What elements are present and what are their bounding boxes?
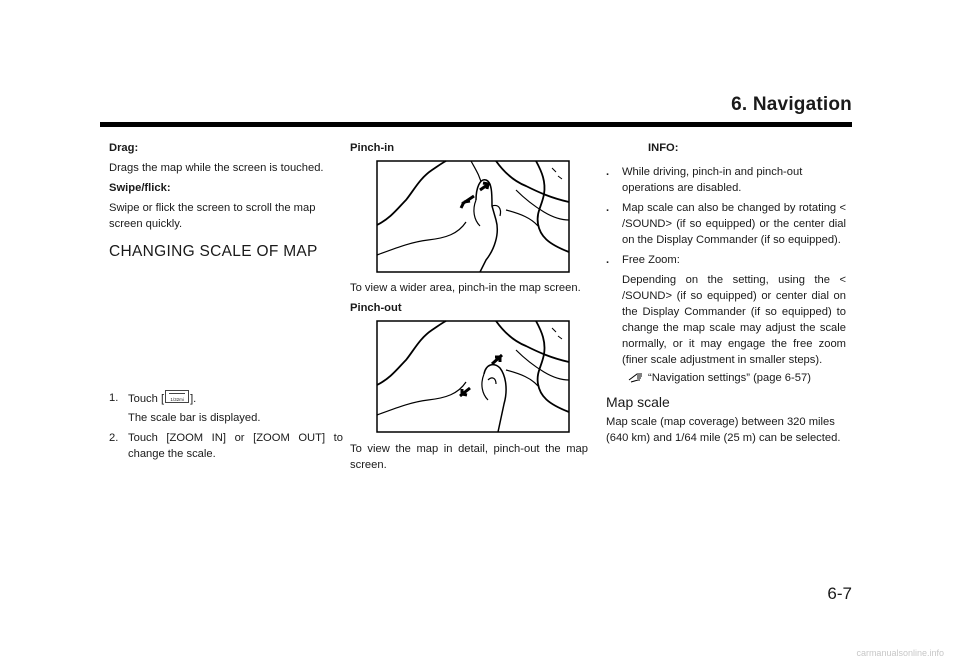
pinch-out-map-icon xyxy=(376,320,570,433)
bullet-mark: . xyxy=(606,202,610,214)
page-number: 6-7 xyxy=(827,584,852,603)
info-bullet-2 xyxy=(606,200,846,248)
step-2-number: 2. xyxy=(109,432,119,444)
step-1 xyxy=(109,390,343,407)
column-middle xyxy=(350,140,588,477)
spacer xyxy=(109,264,343,390)
bullet-mark: . xyxy=(606,166,610,178)
swipe-text: Swipe or flick the screen to scroll the map screen quickly. xyxy=(109,202,316,230)
scale-bar-icon-label: 1/32mi xyxy=(170,397,184,402)
step-2-text: Touch [ZOOM IN] or [ZOOM OUT] to change the scale. xyxy=(128,432,343,460)
changing-scale-heading: CHANGING SCALE OF MAP xyxy=(109,243,318,260)
section-title: 6. Navigation xyxy=(731,94,852,115)
info-bullet-3 xyxy=(606,252,846,268)
drag-heading: Drag: xyxy=(109,142,139,154)
column-right xyxy=(606,140,846,450)
map-scale-heading: Map scale xyxy=(606,394,670,410)
map-scale-text: Map scale (map coverage) between 320 miles (640 km) and 1/64 mile (25 m) can be selected. xyxy=(606,416,841,444)
step-1-pre: Touch [ xyxy=(128,393,165,405)
pinch-out-heading: Pinch-out xyxy=(350,302,402,314)
bullet-mark: . xyxy=(606,254,610,266)
scale-bar-icon xyxy=(165,390,189,403)
info-bullet-3-text: Depending on the setting, using the < /SOUND> (if so equipped) or center dial on the Display Commander (if so equipped) to change the map scale may adjust the scale normally, or it may engage the free zoom (finer scale adjustment in smaller steps). xyxy=(622,274,846,366)
step-1-number: 1. xyxy=(109,392,119,404)
pinch-in-illustration xyxy=(376,160,588,273)
pinch-in-map-icon xyxy=(376,160,570,273)
pointing-hand-icon xyxy=(628,372,644,384)
step-1-sub: The scale bar is displayed. xyxy=(128,412,261,424)
step-1-text xyxy=(128,390,196,407)
info-bullet-1 xyxy=(606,164,846,196)
watermark: carmanualsonline.info xyxy=(856,648,944,658)
info-heading: INFO: xyxy=(648,142,679,154)
info-bullet-3-title: Free Zoom: xyxy=(622,254,680,266)
column-left xyxy=(109,140,343,462)
reference-text: “Navigation settings” (page 6-57) xyxy=(648,372,811,384)
pinch-in-heading: Pinch-in xyxy=(350,142,395,154)
reference-link[interactable] xyxy=(606,370,846,386)
pinch-out-illustration xyxy=(376,320,588,433)
pinch-in-text: To view a wider area, pinch-in the map screen. xyxy=(350,282,581,294)
header-rule xyxy=(100,122,852,127)
step-1-post: ]. xyxy=(190,393,197,405)
info-bullet-2-text: Map scale can also be changed by rotating < /SOUND> (if so equipped) or the center dial on the Display Commander (if so equipped). xyxy=(622,202,846,246)
step-2 xyxy=(109,430,343,462)
swipe-heading: Swipe/flick: xyxy=(109,182,171,194)
pinch-out-text: To view the map in detail, pinch-out the map screen. xyxy=(350,443,588,471)
drag-text: Drags the map while the screen is touched. xyxy=(109,162,324,174)
info-bullet-1-text: While driving, pinch-in and pinch-out operations are disabled. xyxy=(622,166,803,194)
